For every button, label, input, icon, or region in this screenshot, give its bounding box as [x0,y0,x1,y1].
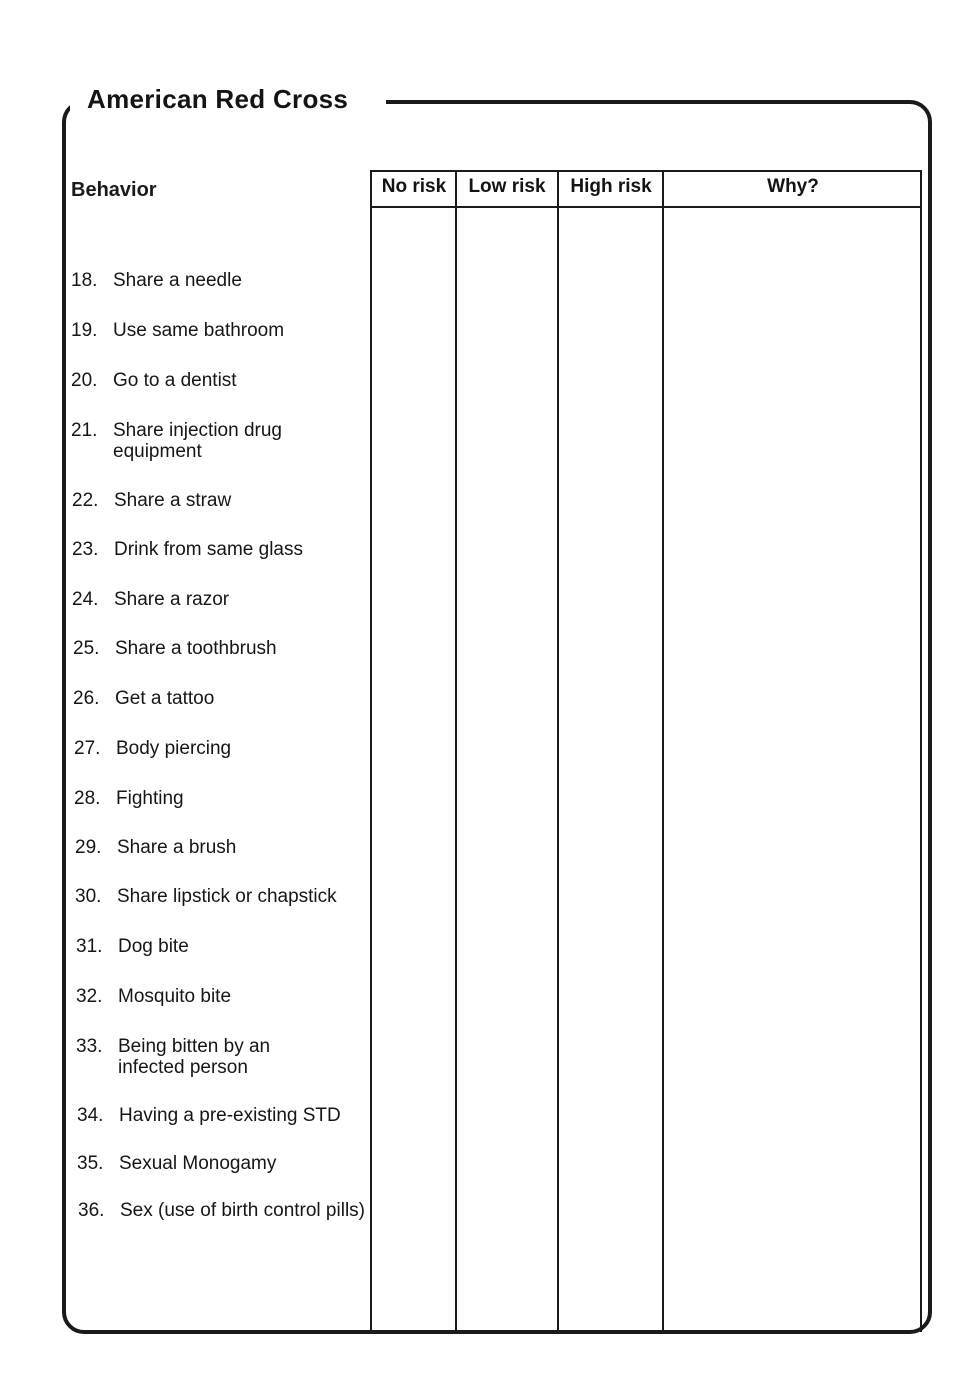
list-item [73,688,375,709]
list-item [72,539,374,560]
item-number: 28. [74,788,101,809]
item-number: 18. [71,270,98,291]
item-text: Share a brush [117,837,237,858]
item-text: Get a tattoo [115,688,215,709]
header-no-risk: No risk [381,176,447,197]
item-number: 27. [74,738,101,759]
list-item [75,837,377,858]
page-title: American Red Cross [87,84,349,114]
list-item [74,788,376,809]
item-number: 36. [78,1200,105,1221]
list-item [71,270,373,291]
item-text: Sexual Monogamy [119,1153,277,1174]
item-number: 34. [77,1105,104,1126]
behavior-column-header: Behavior [71,179,157,201]
item-number: 19. [71,320,98,341]
list-item [77,1105,419,1126]
header-why: Why? [767,176,819,197]
list-item [72,490,374,511]
item-number: 26. [73,688,100,709]
col-low-risk[interactable] [455,170,558,1332]
list-item [71,370,373,391]
item-number: 32. [76,986,103,1007]
item-text: Share a needle [113,270,242,291]
item-number: 20. [71,370,98,391]
list-item [75,886,417,907]
list-item [76,986,378,1007]
item-text: Fighting [116,788,184,809]
item-text: Body piercing [116,738,232,759]
list-item [71,420,313,462]
list-item [76,1036,308,1078]
item-number: 23. [72,539,99,560]
header-low-risk: Low risk [468,176,546,197]
item-number: 22. [72,490,99,511]
item-number: 25. [73,638,100,659]
list-item [78,1200,420,1221]
list-item [73,638,375,659]
item-text: Mosquito bite [118,986,232,1007]
list-item [71,320,373,341]
item-text: Share injection drug equipment [113,420,282,462]
col-why[interactable] [662,170,922,1332]
header-high-risk: High risk [570,176,652,197]
item-number: 29. [75,837,102,858]
table-right-rule [920,170,922,1332]
item-text: Share a toothbrush [115,638,277,659]
list-item [74,738,376,759]
item-text: Share lipstick or chapstick [117,886,337,907]
list-item [76,936,378,957]
item-text: Share a straw [114,490,232,511]
item-text: Having a pre-existing STD [119,1105,341,1126]
item-number: 31. [76,936,103,957]
item-text: Sex (use of birth control pills) [120,1200,365,1221]
item-text: Go to a dentist [113,370,237,391]
risk-table [370,170,922,1332]
list-item [77,1153,379,1174]
list-item [72,589,374,610]
item-text: Share a razor [114,589,230,610]
item-text: Dog bite [118,936,189,957]
item-text: Use same bathroom [113,320,285,341]
item-text: Drink from same glass [114,539,303,560]
col-no-risk[interactable] [370,170,456,1332]
item-number: 21. [71,420,98,441]
item-number: 30. [75,886,102,907]
item-number: 24. [72,589,99,610]
item-number: 33. [76,1036,103,1057]
col-high-risk[interactable] [557,170,664,1332]
item-number: 35. [77,1153,104,1174]
item-text: Being bitten by an infected person [118,1036,271,1078]
